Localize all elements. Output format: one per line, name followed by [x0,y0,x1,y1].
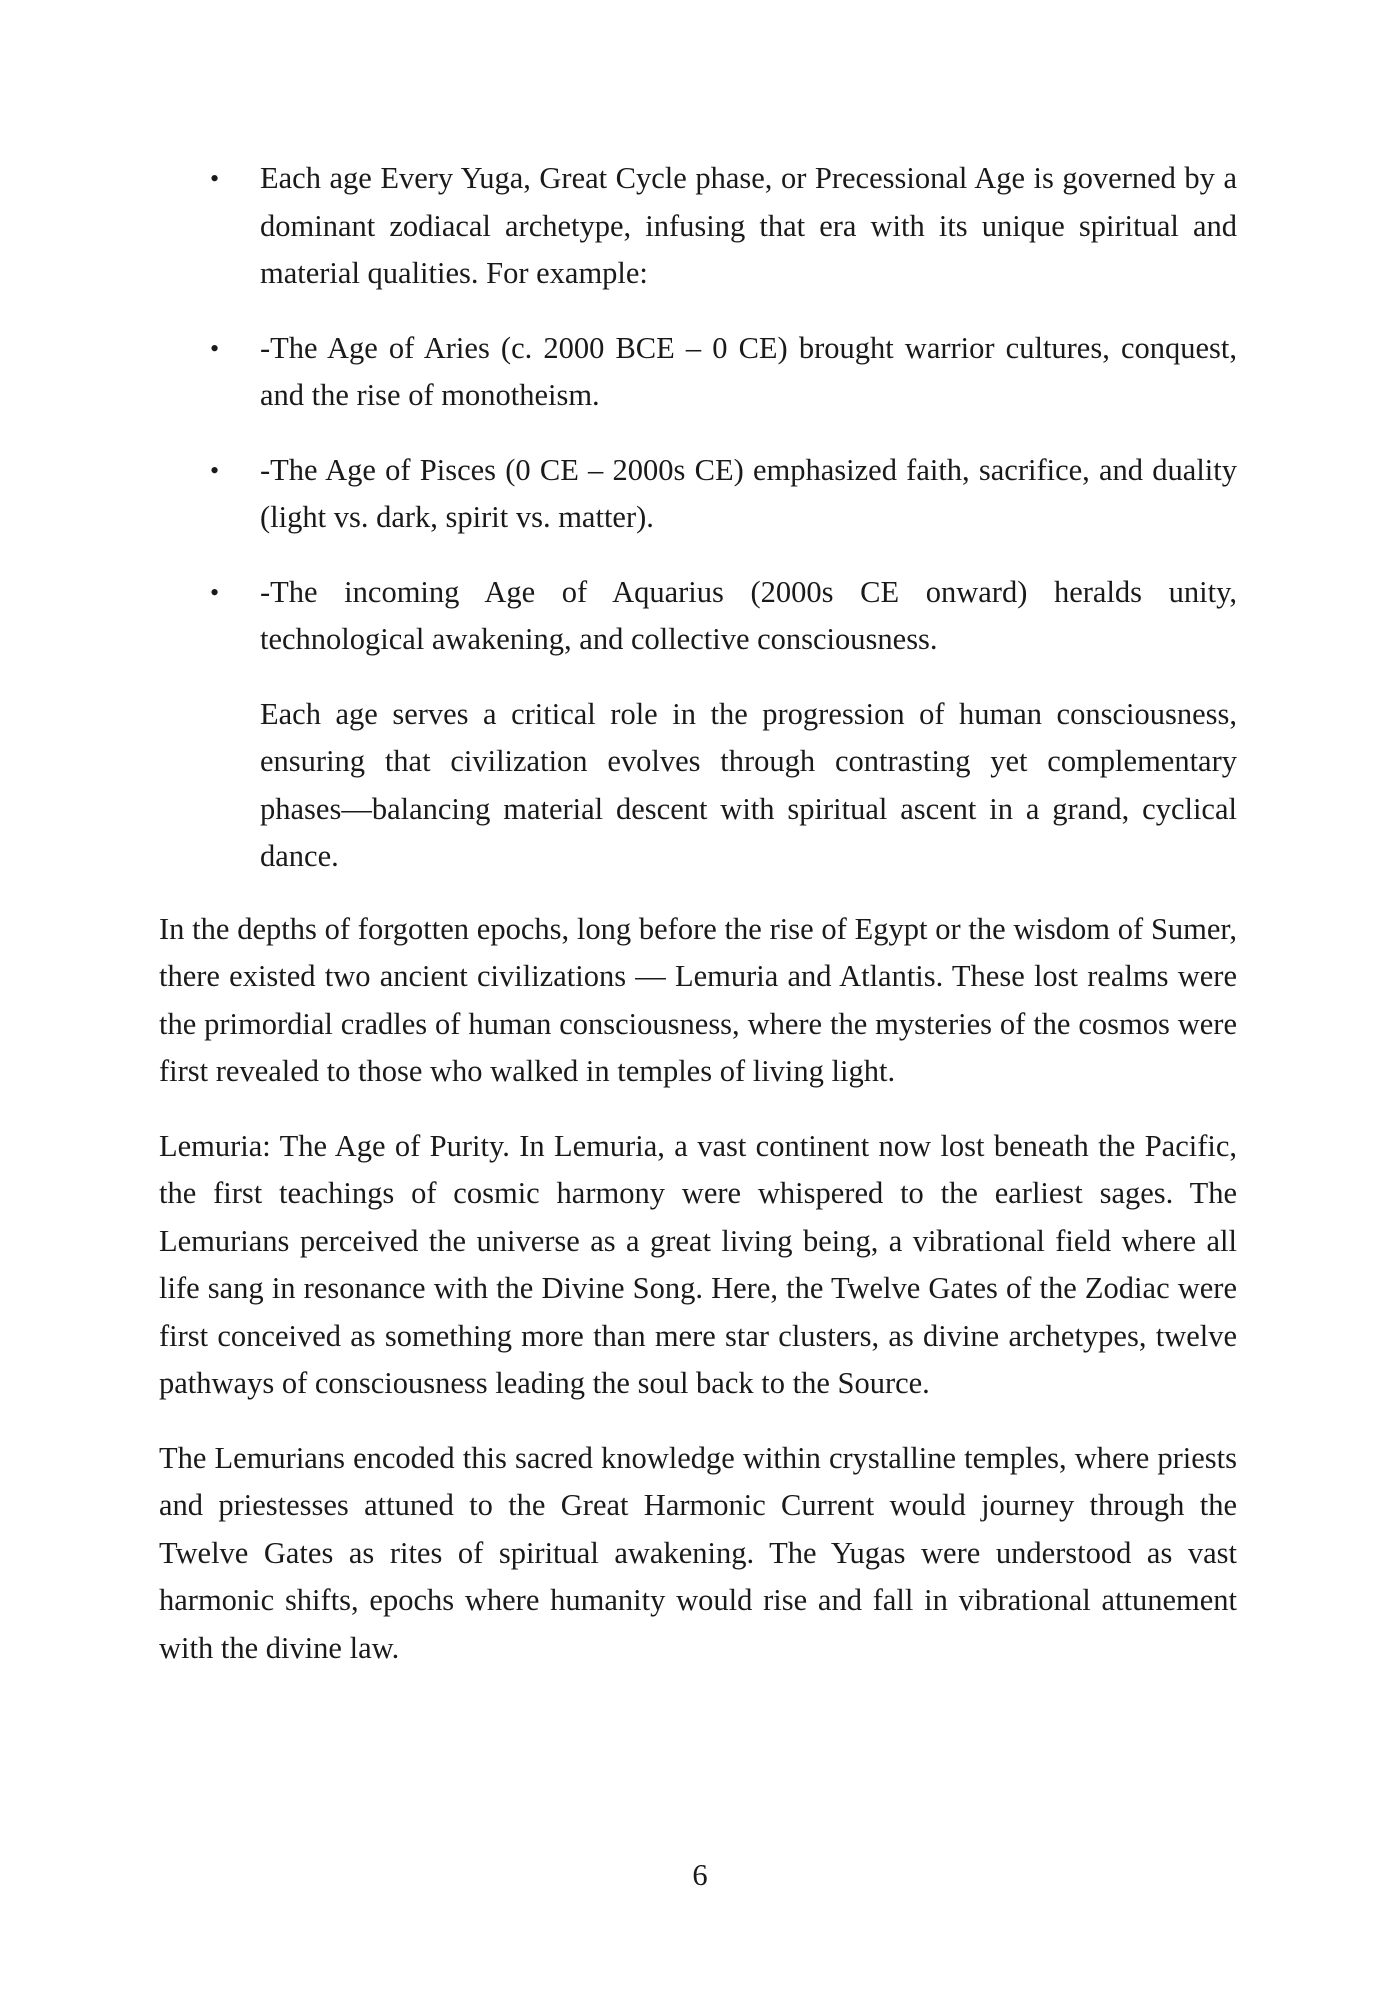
body-paragraph: Lemuria: The Age of Purity. In Lemuria, a vast continent now lost beneath the Pacific, the first teachings of cosmic harmony were whispered to the earliest sages. The Lemurians perceived the universe as a great living being, a vibrational field where all life sang in resonance with the Divine Song. Here, the Twelve Gates of the Zodiac were first conceived as something more than mere star clusters, as divine archetypes, twelve pathways of consciousness leading the soul back to the Source. [159,1128,1237,1400]
bullet-item [159,569,1237,664]
bullet-text: Each age Every Yuga, Great Cycle phase, or Precessional Age is governed by a dominant zodiacal archetype, infusing that era with its unique spiritual and material qualities. For example: [260,161,1237,290]
bullet-item [159,325,1237,420]
bullet-icon: • [210,455,220,485]
bullet-icon: • [210,577,220,607]
bullet-text: -The Age of Pisces (0 CE – 2000s CE) emphasized faith, sacrifice, and duality (light vs. dark, spirit vs. matter). [260,452,1237,534]
bullet-icon: • [210,333,220,363]
bullet-text: -The incoming Age of Aquarius (2000s CE onward) heralds unity, technological awakening, and collective consciousness. [260,574,1237,656]
body-paragraph: The Lemurians encoded this sacred knowledge within crystalline temples, where priests and priestesses attuned to the Great Harmonic Current would journey through the Twelve Gates as rites of spiritual awakening. The Yugas were understood as vast harmonic shifts, epochs where humanity would rise and fall in vibrational attunement with the divine law. [159,1440,1237,1665]
page-content [159,155,1237,1699]
indented-paragraph: Each age serves a critical role in the progression of human consciousness, ensuring that civilization evolves through contrasting yet complementary phases—balancing material descent with spiritual ascent in a grand, cyclical dance. [260,696,1237,873]
bullet-list [159,155,1237,664]
body-paragraph: In the depths of forgotten epochs, long before the rise of Egypt or the wisdom of Sumer, there existed two ancient civilizations — Lemuria and Atlantis. These lost realms were the primordial cradles of human consciousness, where the mysteries of the cosmos were first revealed to those who walked in temples of living light. [159,911,1237,1088]
bullet-icon: • [210,164,220,193]
page-number: 6 [692,1858,708,1892]
bullet-text: -The Age of Aries (c. 2000 BCE – 0 CE) brought warrior cultures, conquest, and the rise of monotheism. [260,330,1237,412]
bullet-item [159,447,1237,542]
bullet-item [159,155,1237,298]
